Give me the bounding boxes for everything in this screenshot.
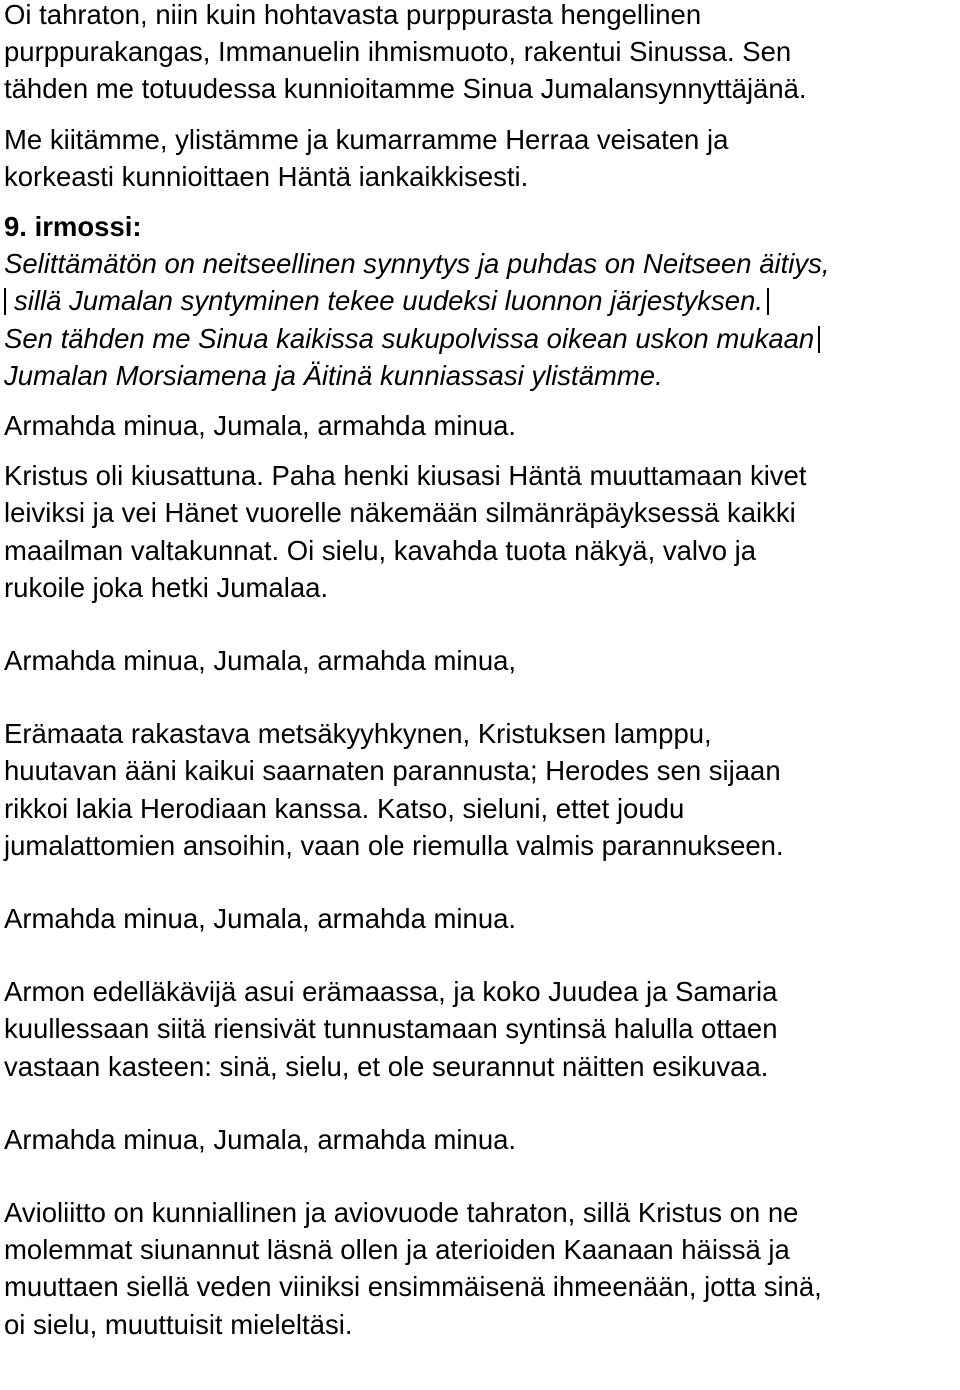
- paragraph-troparion: [4, 715, 956, 864]
- text-line: Avioliitto on kunniallinen ja aviovuode tahraton, sillä Kristus on ne: [4, 1197, 799, 1229]
- refrain: Armahda minua, Jumala, armahda minua,: [4, 645, 517, 677]
- text-line: muuttaen siellä veden viiniksi ensimmäisenä ihmeenään, jotta sinä,: [4, 1271, 822, 1303]
- text-line: rukoile joka hetki Jumalaa.: [4, 571, 329, 603]
- text-line: Jumalan Morsiamena ja Äitinä kunniassasi ylistämme.: [4, 359, 663, 391]
- text-line: jumalattomien ansoihin, vaan ole riemulla valmis parannukseen.: [4, 829, 784, 861]
- document-page: [4, 0, 956, 1343]
- text-line: tähden me totuudessa kunnioitamme Sinua Jumalansynnyttäjänä.: [4, 73, 807, 105]
- text-line: molemmat siunannut läsnä ollen ja aterioiden Kaanaan häissä ja: [4, 1234, 790, 1266]
- text-line: Kristus oli kiusattuna. Paha henki kiusasi Häntä muuttamaan kivet: [4, 460, 807, 492]
- text-line: vastaan kasteen: sinä, sielu, et ole seurannut näitten esikuvaa.: [4, 1050, 769, 1082]
- text-line: Oi tahraton, niin kuin hohtavasta purppurasta hengellinen: [4, 0, 702, 30]
- text-line: Erämaata rakastava metsäkyyhkynen, Kristuksen lamppu,: [4, 718, 712, 750]
- paragraph-doxology: [4, 121, 956, 195]
- text-line: korkeasti kunnioittaen Häntä iankaikkisesti.: [4, 160, 529, 192]
- text-line: Sen tähden me Sinua kaikissa sukupolvissa oikean uskon mukaan: [4, 320, 956, 357]
- paragraph-theotokion: [4, 0, 956, 108]
- text-line: oi sielu, muuttuisit mieleltäsi.: [4, 1308, 353, 1340]
- text-line: Armon edelläkävijä asui erämaassa, ja koko Juudea ja Samaria: [4, 976, 778, 1008]
- text-line: huutavan ääni kaikui saarnaten parannusta; Herodes sen sijaan: [4, 755, 781, 787]
- text-line: Selittämätön on neitseellinen synnytys ja puhdas on Neitseen äitiys,: [4, 248, 830, 280]
- verse-divider: [767, 288, 769, 315]
- paragraph-troparion: [4, 1194, 956, 1343]
- refrain: Armahda minua, Jumala, armahda minua.: [4, 903, 517, 935]
- paragraph-irmos: [4, 245, 956, 394]
- verse-divider: [4, 288, 6, 315]
- section-heading: 9. irmossi:: [4, 211, 142, 243]
- refrain: Armahda minua, Jumala, armahda minua.: [4, 410, 517, 442]
- text-line: Me kiitämme, ylistämme ja kumarramme Herraa veisaten ja: [4, 123, 729, 155]
- text-line: sillä Jumalan syntyminen tekee uudeksi luonnon järjestyksen.: [4, 282, 956, 319]
- text-line: purppurakangas, Immanuelin ihmismuoto, rakentui Sinussa. Sen: [4, 36, 792, 68]
- text-line: rikkoi lakia Herodiaan kanssa. Katso, sieluni, ettet joudu: [4, 792, 685, 824]
- verse-divider: [818, 326, 820, 353]
- text-line: maailman valtakunnat. Oi sielu, kavahda tuota näkyä, valvo ja: [4, 534, 757, 566]
- refrain: Armahda minua, Jumala, armahda minua.: [4, 1123, 517, 1155]
- paragraph-troparion: [4, 973, 956, 1085]
- text-line: kuullessaan siitä riensivät tunnustamaan syntinsä halulla ottaen: [4, 1013, 778, 1045]
- text-line: leiviksi ja vei Hänet vuorelle näkemään silmänräpäyksessä kaikki: [4, 497, 796, 529]
- paragraph-troparion: [4, 457, 956, 606]
